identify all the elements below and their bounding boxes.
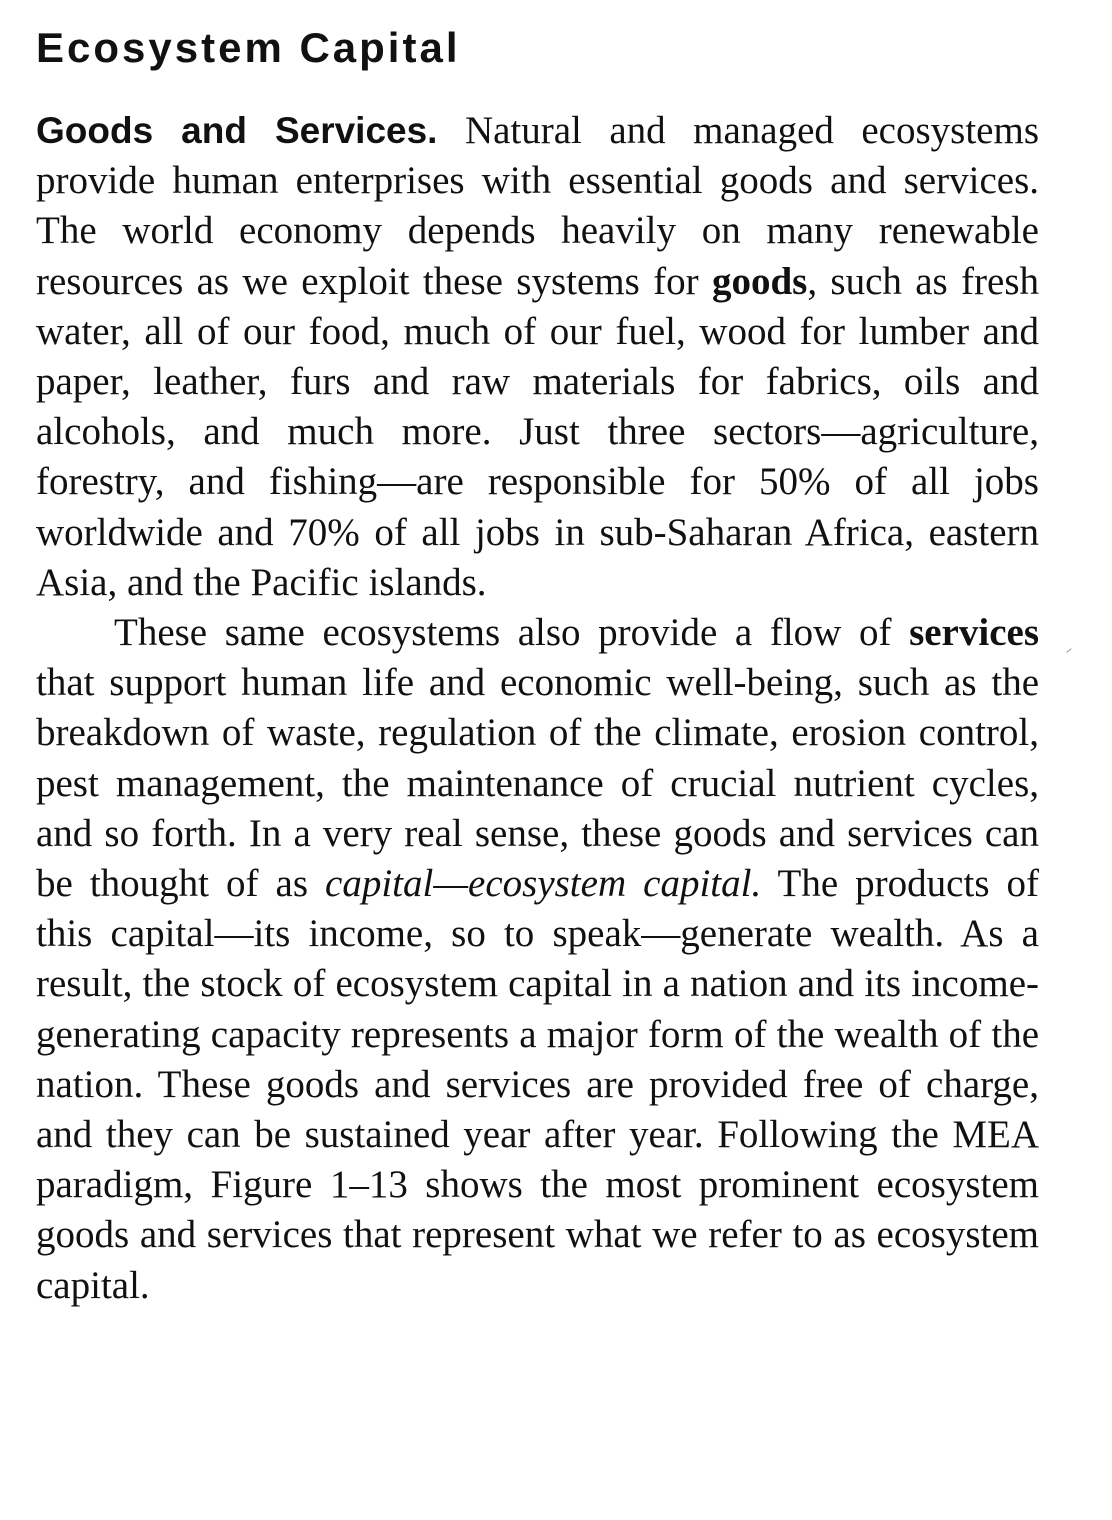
emphasis-ecosystem-capital: capital—ecosystem capital. xyxy=(325,862,762,906)
paragraph-text: These same ecosystems also provide a flow of xyxy=(114,611,910,655)
paragraph-ecosystem-services xyxy=(36,608,1039,1311)
paragraph-text: Natural and managed ecosystems provide human enterprises with essential goods and services. The world economy depends heavily on many renewable resources as we exploit these systems for xyxy=(36,109,1039,303)
section-title: Ecosystem Capital xyxy=(36,24,461,71)
scan-speck xyxy=(1066,648,1071,653)
runin-heading: Goods and Services. xyxy=(36,110,438,151)
paragraph-text: that support human life and economic well-being, such as the breakdown of waste, regulation of the climate, erosion control, pest management, the maintenance of crucial nutrient cycles, and so forth. In a very real sense, these goods and services can be thought of as xyxy=(36,661,1039,906)
paragraph-text: , such as fresh water, all of our food, much of our fuel, wood for lumber and paper, leather, furs and raw materials for fabrics, oils and alcohols, and much more. Just three sectors—agriculture, forestry, and fishing—are responsible for 50% of all jobs worldwide and 70% of all jobs in sub-Saharan Africa, eastern Asia, and the Pacific islands. xyxy=(36,259,1039,604)
paragraph-text: The products of this capital—its income, so to speak—generate wealth. As a result, the stock of ecosystem capital in a nation and its income-generating capacity represents a major form of the wealth of the nation. These goods and services are provided free of charge, and they can be sustained year after year. Following the MEA paradigm, Figure 1–13 shows the most prominent ecosystem goods and services that represent what we refer to as ecosystem capital. xyxy=(36,862,1039,1307)
term-services: services xyxy=(909,611,1039,655)
paragraph-goods-and-services xyxy=(36,106,1039,608)
text-page xyxy=(36,22,1039,1311)
term-goods: goods xyxy=(711,259,808,303)
